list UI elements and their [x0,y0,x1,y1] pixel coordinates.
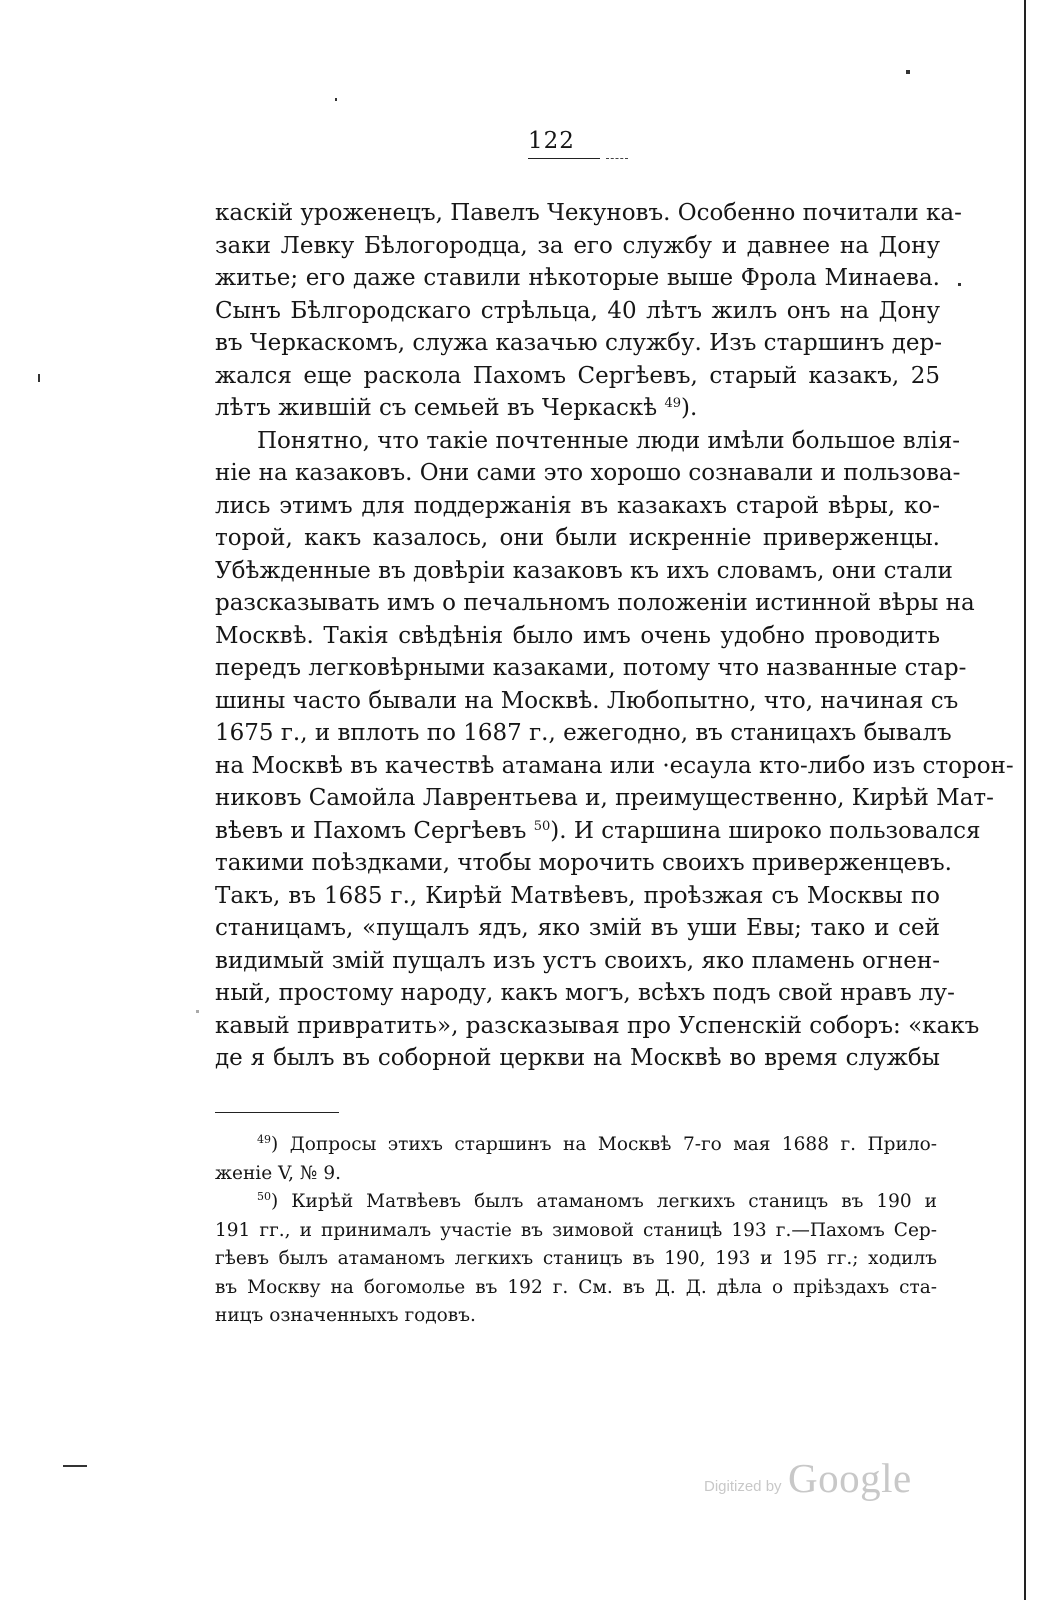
text-line: въ Черкаскомъ, служа казачью службу. Изъ старшинъ дер- [215,330,942,356]
text-line: торой, какъ казалось, они были искренніе приверженцы. [215,525,940,551]
text-line: Такъ, въ 1685 г., Кирѣй Матвѣевъ, проѣзжая съ Москвы по [215,882,940,909]
footnote-line: ницъ означенныхъ годовъ. [215,1305,476,1326]
footnote-line: гѣевъ былъ атаманомъ легкихъ станицъ въ 190, 193 и 195 гг.; ходилъ [215,1248,937,1269]
text-line [215,815,981,848]
text-line: заки Левку Бѣлогородца, за его службу и давнее на Дону [215,232,940,259]
text-line: кавый привратить», разсказывая про Успенскій соборъ: «какъ [215,1012,980,1039]
text-line: ніе на казаковъ. Они сами это хорошо сознавали и пользова- [215,460,961,486]
text-line: жался еще раскола Пахомъ Сергѣевъ, старый казакъ, 25 [215,362,940,389]
text-line: такими поѣздками, чтобы морочить своихъ приверженцевъ. [215,850,952,876]
scan-speck [335,98,337,101]
text-line: станицамъ, «пущалъ ядъ, яко змій въ уши Евы; тако и сей [215,915,940,941]
watermark-prefix: Digitized by [704,1478,782,1495]
footnote-mark-49: 49 [257,1133,271,1146]
footnote-line [215,1188,937,1217]
page-number-rule-dashed [606,158,628,159]
scan-speck [196,1010,199,1013]
footnote-line: 191 гг., и принималъ участіе въ зимовой станицѣ 193 г.—Пахомъ Сер- [215,1219,937,1241]
text-line: Сынъ Бѣлгородскаго стрѣльца, 40 лѣтъ жилъ онъ на Дону [215,297,940,324]
text-line: передъ легковѣрными казаками, потому что названные стар- [215,655,967,681]
footnote-ref-50: 50 [533,818,551,834]
scan-speck [38,374,40,382]
scan-speck [906,70,910,74]
text-line: Москвѣ. Такія свѣдѣнія было имъ очень удобно проводить [215,622,940,649]
page-number: 122 [528,128,575,154]
scan-speck [958,283,961,286]
text-line: видимый змій пущалъ изъ устъ своихъ, яко пламень огнен- [215,947,940,974]
text-fragment: ). И старшина широко пользовался [550,817,981,844]
text-line: де я былъ въ соборной церкви на Москвѣ во время службы [215,1045,940,1071]
text-line: Понятно, что такіе почтенные люди имѣли большое влія- [257,427,961,454]
text-line [215,392,940,425]
text-line: шины часто бывали на Москвѣ. Любопытно, что, начиная съ [215,687,959,714]
text-line: разсказывать имъ о печальномъ положеніи истинной вѣры на [215,590,975,616]
footnote-line: женіе V, № 9. [215,1162,341,1184]
text-line: ный, простому народу, какъ могъ, всѣхъ подъ свой нравъ лу- [215,980,955,1006]
text-line: лись этимъ для поддержанія въ казакахъ старой вѣры, ко- [215,492,940,519]
text-line: 1675 г., и вплоть по 1687 г., ежегодно, въ станицахъ бывалъ [215,720,952,746]
footnote-text: ) Кирѣй Матвѣевъ былъ атаманомъ легкихъ станицъ въ 190 и [271,1191,937,1212]
footnote-line: въ Москву на богомолье въ 192 г. См. въ Д. Д. дѣла о пріѣздахъ ста- [215,1276,937,1298]
footnote-line [215,1131,937,1160]
body-text [215,197,1014,1075]
text-line: никовъ Самойла Лаврентьева и, преимущественно, Кирѣй Мат- [215,785,994,811]
page-number-rule [528,158,600,159]
text-fragment [215,815,981,848]
digitized-by-google-watermark [704,1450,934,1510]
google-logo: Google [788,1455,912,1501]
text-line: каскій уроженецъ, Павелъ Чекуновъ. Особенно почитали ка- [215,200,962,226]
text-fragment: ). [681,395,698,421]
footnote-text: ) Допросы этихъ старшинъ на Москвѣ 7-го мая 1688 г. Прило- [271,1134,937,1155]
footnote-mark-50: 50 [257,1190,271,1203]
footnotes [215,1131,937,1331]
footnote-ref-49: 49 [664,396,682,411]
text-line: на Москвѣ въ качествѣ атамана или ·есаула кто-либо изъ сторон- [215,752,1014,779]
text-line: Убѣжденные въ довѣріи казаковъ къ ихъ словамъ, они стали [215,557,953,584]
scan-edge-line [1024,0,1026,1600]
text-fragment: лѣтъ жившій съ семьей въ Черкаскѣ [215,395,658,421]
scan-speck [63,1465,87,1467]
text-fragment: вѣевъ и Пахомъ Сергѣевъ [215,817,527,844]
text-line: житье; его даже ставили нѣкоторые выше Фрола Минаева. [215,265,940,291]
footnote-rule [215,1112,339,1113]
